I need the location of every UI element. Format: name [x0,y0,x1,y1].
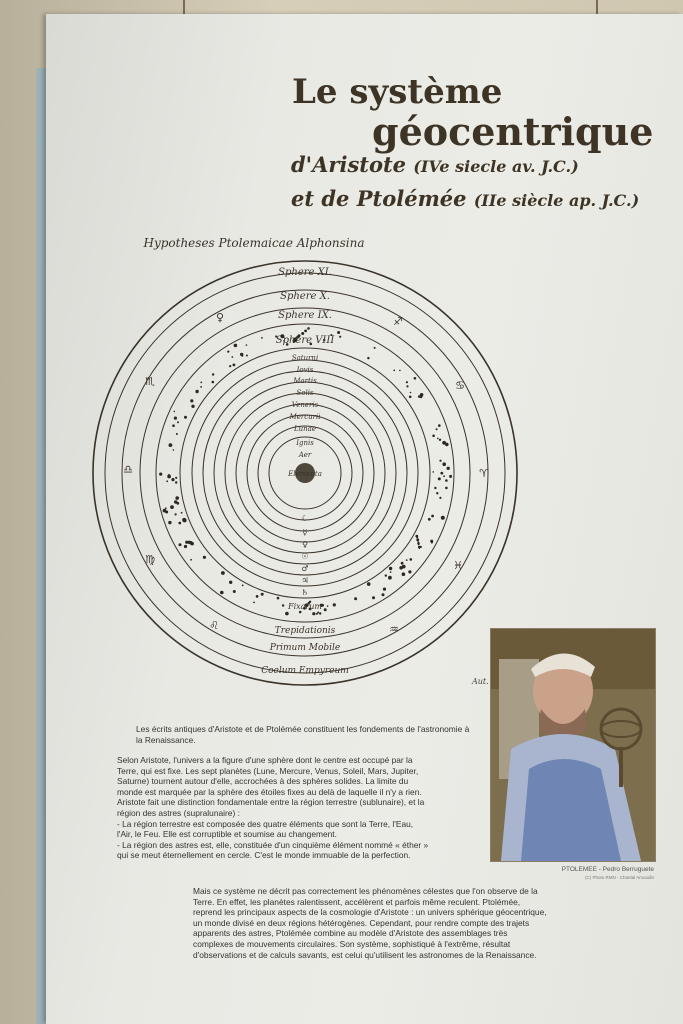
planet-label-aer: Aer [298,451,312,459]
star-dot [159,473,162,476]
planet-label-iovis: Iovis [296,366,314,374]
star-dot [428,518,431,521]
star-dot [175,496,179,500]
star-dot [285,612,289,616]
star-dot [316,613,318,615]
subtitle-aristote [291,152,579,177]
intro-paragraph: Les écrits antiques d'Aristote et de Ptolémée constituent les fondements de l'astronomie à la Renaissance. [136,724,470,745]
star-dot [418,544,420,546]
star-dot [327,605,329,607]
star-dot [417,540,419,542]
star-dot [165,507,167,509]
star-dot [438,424,441,427]
ring-label-primum-mobile: Primum Mobile [269,643,341,653]
star-dot [439,497,441,499]
star-dot [174,500,177,503]
star-dot [229,581,232,584]
star-dot [409,396,412,399]
star-dot [390,571,392,573]
star-dot [401,562,404,565]
star-dot [408,570,411,573]
star-dot [406,381,408,383]
star-dot [354,597,357,600]
star-dot [200,386,202,388]
ring-label-trepidationis: Trepidationis [274,626,336,636]
star-dot [449,475,452,478]
star-dot [445,487,448,490]
star-dot [277,597,280,600]
planet-glyph-sun: ☉ [301,552,309,561]
star-dot [246,355,248,357]
planet-glyph-mercury: ☿ [302,528,308,537]
star-dot [439,460,441,462]
star-dot [367,582,371,586]
star-dot [220,591,224,595]
planet-glyph-venus: ♀ [302,540,308,549]
star-dot [419,547,421,549]
zodiac-glyph-10: ♒ [389,623,399,636]
star-dot [434,487,436,489]
star-dot [406,385,408,387]
star-dot [410,558,413,561]
star-dot [233,590,236,593]
star-dot [432,435,435,438]
sphere-label-xi: Sphere XI. [278,267,332,278]
star-dot [319,612,321,614]
star-dot [171,478,174,481]
planet-label-ignis: Ignis [296,439,314,447]
star-dot [442,441,446,445]
planet-label-veneris: Veneris [291,401,319,409]
star-dot [173,449,175,451]
star-dot [234,344,238,348]
star-dot [190,399,193,402]
ptolemee-portrait [490,628,656,862]
star-dot [227,351,229,353]
star-dot [184,545,187,548]
star-dot [212,381,215,384]
star-dot [183,518,187,522]
star-dot [246,344,248,346]
zodiac-glyph-9: ♌ [209,619,219,632]
star-dot [399,370,401,372]
star-dot [374,347,376,349]
star-dot [188,541,191,544]
subtitle-ptolemee [291,186,639,211]
star-dot [339,336,341,338]
star-dot [174,417,177,420]
star-dot [420,546,422,548]
star-dot [438,477,441,480]
star-dot [282,604,284,606]
star-dot [437,438,439,440]
star-dot [406,559,408,561]
star-dot [440,472,443,475]
star-dot [191,405,194,408]
star-dot [389,567,392,570]
star-dot [179,543,182,546]
star-dot [261,337,263,339]
planet-glyph-jupiter: ♃ [301,576,309,585]
star-dot [169,443,173,447]
star-dot [166,480,168,482]
star-dot [383,588,386,591]
sphere-label-x: Sphere X. [280,291,330,302]
star-dot [385,574,387,576]
star-dot [177,421,179,423]
planet-glyphs: ☾ [301,514,309,523]
center-label-elementa: Elementa [288,470,322,478]
star-dot [175,477,177,479]
star-dot [312,612,315,615]
star-dot [447,467,450,470]
star-dot [190,559,192,561]
star-dot [261,593,264,596]
planet-label-mercurii: Mercurii [289,413,321,421]
zodiac-glyph-7: ♍ [145,553,155,566]
star-dot [414,377,417,380]
zodiac-glyph-6: ♈ [479,467,489,480]
star-dot [229,365,231,367]
star-dot [240,353,243,356]
star-dot [175,481,177,483]
planet-glyph-mars: ♂ [301,564,309,573]
star-dot [445,479,448,482]
star-dot [256,595,259,598]
star-dot [195,390,198,393]
poster-edge [36,68,46,1024]
aristote-section [117,755,430,861]
star-dot [333,603,336,606]
star-dot [170,505,174,509]
subtitle-aristote-date: (IVe siecle av. J.C.) [413,157,579,176]
zodiac-glyph-1: ♀ [215,311,225,324]
star-dot [431,541,433,543]
star-dot [176,433,178,435]
star-dot [299,611,302,614]
star-dot [175,513,177,515]
zodiac-glyph-2: ♐ [393,315,403,328]
star-dot [443,475,445,477]
star-dot [242,585,244,587]
star-dot [441,516,445,520]
star-dot [221,571,225,575]
subtitle-ptolemee-name: et de Ptolémée [291,186,474,211]
star-dot [324,608,327,611]
star-dot [439,439,441,441]
star-dot [253,602,255,604]
star-dot [212,373,214,375]
star-dot [388,576,392,580]
geocentric-diagram [92,225,532,695]
subtitle-aristote-name: d'Aristote [291,152,414,177]
title-line-1: Le système [292,72,503,112]
star-dot [416,536,418,538]
subtitle-ptolemee-date: (IIe siècle ap. J.C.) [473,191,640,210]
star-dot [307,327,310,330]
star-dot [233,364,236,367]
portrait-image [491,629,655,861]
star-dot [200,382,202,384]
planet-label-lunae: Lunae [294,425,316,433]
portrait-credit: (C) Photo RMN - Chantal Amoudin [584,875,654,880]
zodiac-glyph-3: ♏ [145,375,155,388]
ring-label-fixarum: Fixarum [288,602,322,611]
star-dot [382,593,385,596]
star-dot [174,411,176,413]
star-dot [432,471,434,473]
planet-label-martis: Martis [293,377,317,385]
star-dot [399,566,403,570]
diagram-heading: Hypotheses Ptolemaicae Alphonsina [143,236,365,250]
star-dot [337,331,340,334]
planet-label-solis: Solis [296,389,314,397]
ptolemee-paragraph: Mais ce système ne décrit pas correctement les phénomènes célestes que l'on observe de la Terre. En effet, les planètes ralentissent, accélèrent et parfois même reculent. Ptolémée, reprend les principaux aspects de la cosmologie d'Aristote : un univers sphérique géocentrique, un monde divisé en deux régions hétérogènes. Cependant, pour rendre compte des trajets apparents des astres, Ptolémée combine au modèle d'Aristote des assemblages très complexes de mouvements circulaires. Son système, sophistiqué à l'extrême, résultat d'observations et de calculs savants, est celui qu'utilisent les astronomes de la Renaissance. [193,886,547,960]
star-dot [431,515,434,518]
ring-label-coelum-empyreum: Coelum Empyreum [261,666,349,676]
body-paragraph-4: - La région des astres est, elle, constituée d'un cinquième élément nommé « éther » qui se meut éternellement en cercle. C'est le monde immuable de la perfection. [117,839,429,861]
sphere-label-ix: Sphere IX. [278,310,332,321]
star-dot [367,357,369,359]
star-dot [172,424,175,427]
star-dot [168,474,171,477]
star-dot [184,416,187,419]
planet-glyph-saturn: ♄ [301,588,309,597]
star-dot [420,393,424,397]
star-dot [372,596,375,599]
star-dot [178,522,181,525]
body-paragraph-3: - La région terrestre est composée des quatre éléments que sont la Terre, l'Eau, l'Air, le Feu. Elle est corruptible et soumise au changement. [117,818,414,840]
zodiac-glyph-4: ♋ [455,379,465,392]
star-dot [410,392,412,394]
zodiac-glyph-5: ♎ [123,463,133,476]
star-dot [402,572,406,576]
body-paragraph-2: Aristote fait une distinction fondamentale entre la région terrestre (sublunaire), et la région des astres (supralunaire) : [117,797,425,818]
star-dot [203,556,206,559]
star-dot [436,492,438,494]
zodiac-glyph-8: ♓ [453,559,463,572]
star-dot [168,521,171,524]
star-dot [304,330,307,333]
star-dot [444,464,446,466]
star-dot [231,356,233,358]
planet-label-saturni: Saturni [291,354,319,362]
portrait-side-label: Aut. [472,677,489,686]
sphere-label-viii: Sphere VIII [275,335,335,346]
star-dot [181,512,183,514]
star-dot [436,428,438,430]
star-dot [163,509,167,513]
title-line-2: géocentrique [372,109,654,154]
portrait-caption: PTOLEMEE - Pedro Berruguete [561,866,654,873]
star-dot [393,370,395,372]
body-paragraph-1: Selon Aristote, l'univers a la figure d'une sphère dont le centre est occupé par la Terre, qui est fixe. Les sept planètes (Lune, Mercure, Venus, Soleil, Mars, Jupiter, Saturne) tournent autour d'elle, accrochées à des sphères solides. La limite du monde est marquée par la sphère des étoiles fixes au delà de laquelle il n'y a rien. [117,755,422,797]
